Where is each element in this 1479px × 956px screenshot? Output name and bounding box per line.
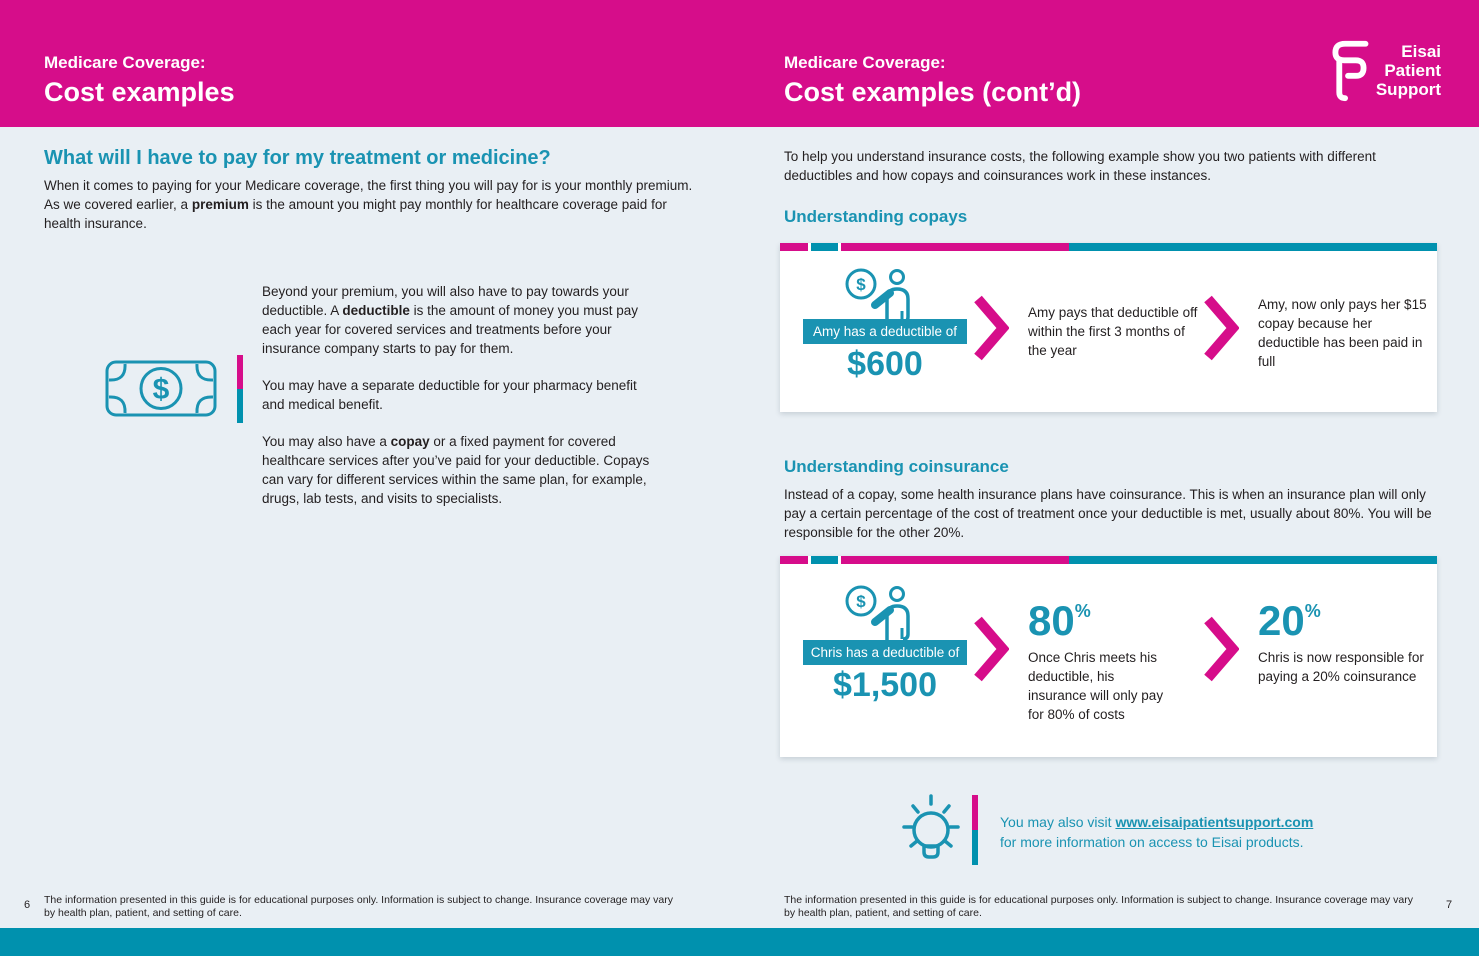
left-footer-disclaimer: The information presented in this guide is for educational purposes only. Information is subject to change. Insurance coverage may vary by health plan, patient, and setting of care. (44, 894, 673, 919)
deductible-paragraph-3: You may also have a copay or a fixed payment for covered healthcare services after you’ve paid for your deductible. Copays can vary for different services within the same plan, for example, drugs, lab tests, and visits to specialists. (262, 434, 650, 506)
page-header-band (0, 0, 1479, 127)
copays-heading: Understanding copays (784, 207, 968, 226)
chevron-right-icon (973, 616, 1009, 682)
chevron-right-icon (973, 295, 1009, 361)
eisai-patient-support-logo (1328, 36, 1441, 104)
chevron-right-icon (1203, 295, 1239, 361)
stat-80-percent: 80% (1028, 597, 1091, 644)
deductible-paragraph-2: You may have a separate deductible for your pharmacy benefit and medical benefit. (262, 378, 637, 412)
deductible-label: Chris has a deductible of (803, 640, 967, 665)
coinsurance-heading: Understanding coinsurance (784, 457, 1009, 476)
coin-person-icon (840, 584, 920, 648)
stat-20-percent: 20% (1258, 597, 1321, 644)
left-intro-paragraph: When it comes to paying for your Medicare coverage, the first thing you will pay for is your monthly premium. As we covered earlier, a premium is the amount you might pay monthly for healthcare coverage paid for health insurance. (44, 178, 693, 231)
question-heading: What will I have to pay for my treatment or medicine? (44, 147, 551, 169)
right-page-title: Cost examples (cont’d) (784, 77, 1082, 107)
svg-text:$: $ (856, 592, 866, 611)
left-page-number: 6 (24, 899, 31, 911)
card-accent-border (780, 556, 1437, 564)
copays-step-2: Amy pays that deductible off within the first 3 months of the year (1028, 305, 1198, 358)
copays-step-3: Amy, now only pays her $15 copay because her deductible has been paid in full (1258, 297, 1427, 369)
svg-text:$: $ (152, 373, 170, 406)
svg-text:$: $ (856, 275, 866, 294)
tip-accent-bar (972, 795, 978, 865)
deductible-amount: $1,500 (833, 666, 937, 704)
coinsurance-intro: Instead of a copay, some health insurance plans have coinsurance. This is when an insurance plan will only pay a certain percentage of the cost of treatment once your deductible is met, usually about 80%. You will be responsible for the other 20%. (784, 487, 1432, 540)
right-intro-paragraph: To help you understand insurance costs, the following example show you two patients with different deductibles and how copays and coinsurances work in these instances. (784, 149, 1376, 183)
deductible-accent-bar (237, 355, 243, 423)
copays-card (780, 243, 1437, 412)
bottom-accent-bar (0, 928, 1479, 956)
coinsurance-step-3: Chris is now responsible for paying a 20% coinsurance (1258, 650, 1424, 684)
chevron-right-icon (1203, 616, 1239, 682)
coinsurance-card (780, 556, 1437, 757)
right-footer-disclaimer: The information presented in this guide is for educational purposes only. Information is subject to change. Insurance coverage may vary by health plan, patient, and setting of care. (784, 894, 1413, 919)
left-page-title: Cost examples (44, 77, 235, 107)
right-page-number: 7 (1446, 899, 1453, 911)
deductible-text-block (262, 282, 654, 526)
eisai-website-link[interactable]: www.eisaipatientsupport.com (1115, 814, 1314, 830)
money-bill-icon (105, 360, 217, 417)
right-page-eyebrow: Medicare Coverage: (784, 53, 946, 72)
eisai-logo-icon (1328, 36, 1370, 104)
deductible-label: Amy has a deductible of (803, 319, 967, 344)
deductible-paragraph-1: Beyond your premium, you will also have to pay towards your deductible. A deductible is the amount of money you must pay each year for covered services and treatments before your insurance company starts to pay for them. (262, 284, 638, 356)
tip-text: You may also visit www.eisaipatientsupport.com for more information on access to Eisai products. (1000, 814, 1314, 850)
lightbulb-icon (896, 790, 966, 870)
deductible-amount: $600 (847, 345, 923, 383)
eisai-logo-text: Eisai Patient Support (1375, 41, 1441, 99)
coinsurance-step-2: Once Chris meets his deductible, his insurance will only pay for 80% of costs (1028, 650, 1164, 722)
card-accent-border (780, 243, 1437, 251)
left-page-eyebrow: Medicare Coverage: (44, 53, 206, 72)
